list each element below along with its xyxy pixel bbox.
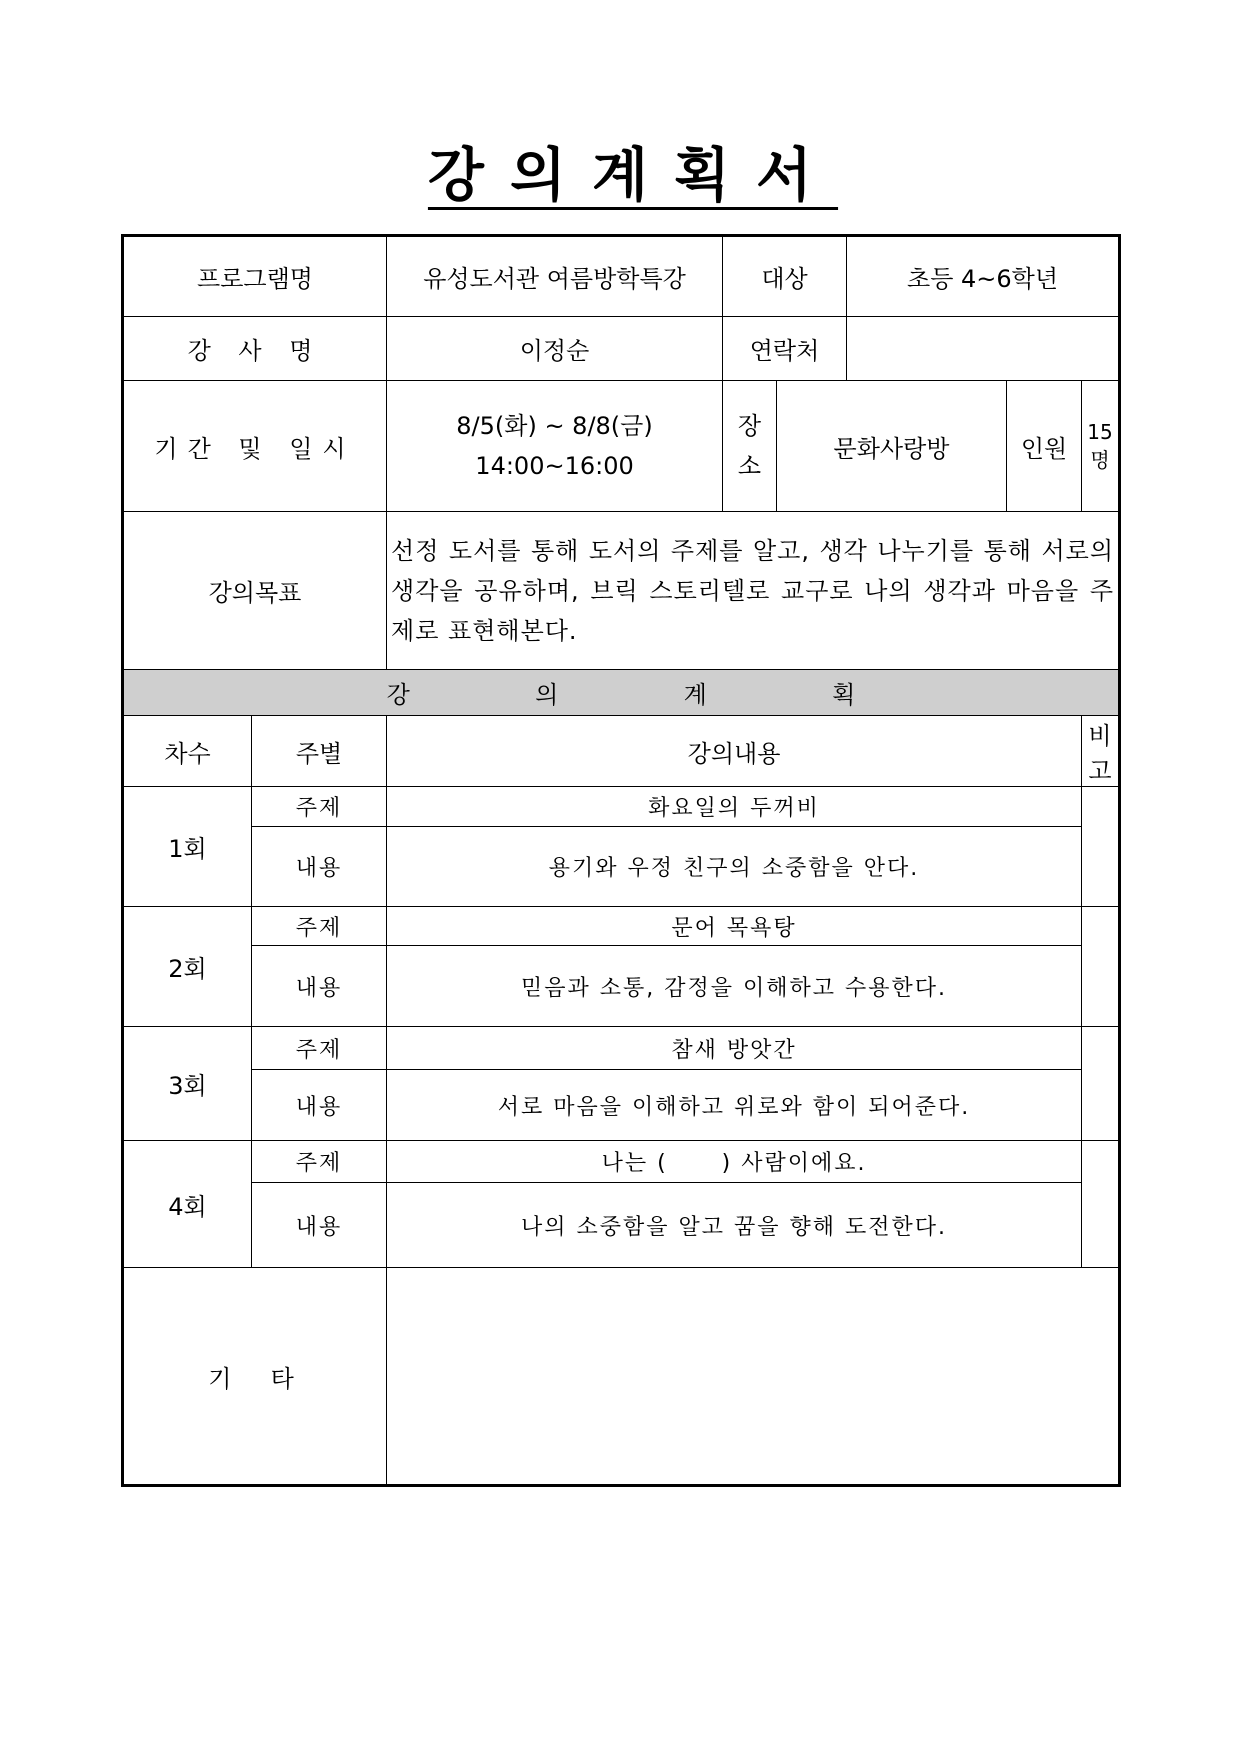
col-week-header: 주별 [252, 716, 387, 787]
period-row [123, 381, 1120, 512]
target-value: 초등 4~6학년 [847, 236, 1120, 317]
etc-value [387, 1268, 1120, 1486]
lecture-plan-table [121, 234, 1121, 1487]
round-cell: 4회 [123, 1141, 252, 1268]
plan-band-row [123, 670, 1120, 716]
round-cell: 3회 [123, 1027, 252, 1141]
topic-label: 주제 [252, 907, 387, 946]
plan-band [123, 670, 1120, 716]
col-note-header: 비고 [1082, 716, 1120, 787]
content-value: 서로 마음을 이해하고 위로와 함이 되어준다. [387, 1070, 1082, 1141]
content-value: 용기와 우정 친구의 소중함을 안다. [387, 827, 1082, 907]
content-label: 내용 [252, 1183, 387, 1268]
program-label: 프로그램명 [123, 236, 387, 317]
etc-label: 기 타 [123, 1268, 387, 1486]
note-cell [1082, 787, 1120, 907]
topic-label: 주제 [252, 1027, 387, 1070]
target-label: 대상 [723, 236, 847, 317]
period-time: 14:00~16:00 [475, 452, 634, 480]
people-label: 인원 [1007, 381, 1082, 512]
goal-text: 선정 도서를 통해 도서의 주제를 알고, 생각 나누기를 통해 서로의 생각을 공유하며, 브릭 스토리텔로 교구로 나의 생각과 마음을 주제로 표현해본다. [387, 512, 1120, 670]
table-row [123, 1141, 1120, 1183]
contact-value [847, 317, 1120, 381]
plan-band-char: 강 [386, 681, 410, 709]
table-row [123, 907, 1120, 946]
content-label: 내용 [252, 946, 387, 1027]
topic-value: 나는 ( ) 사람이에요. [387, 1141, 1082, 1183]
plan-band-char: 의 [535, 681, 559, 709]
plan-band-char: 획 [832, 681, 856, 709]
col-round-header: 차수 [123, 716, 252, 787]
col-content-header: 강의내용 [387, 716, 1082, 787]
topic-label: 주제 [252, 1141, 387, 1183]
plan-header-row [123, 716, 1120, 787]
content-value: 나의 소중함을 알고 꿈을 향해 도전한다. [387, 1183, 1082, 1268]
plan-band-char: 계 [683, 681, 707, 709]
goal-row [123, 512, 1120, 670]
place-value: 문화사랑방 [777, 381, 1007, 512]
round-cell: 1회 [123, 787, 252, 907]
period-value [387, 381, 723, 512]
period-label: 기간 및 일시 [123, 381, 387, 512]
lecturer-label: 강 사 명 [123, 317, 387, 381]
goal-label: 강의목표 [123, 512, 387, 670]
table-row [123, 946, 1120, 1027]
content-label: 내용 [252, 1070, 387, 1141]
etc-row [123, 1268, 1120, 1486]
period-dates: 8/5(화) ~ 8/8(금) [456, 412, 653, 440]
topic-value: 참새 방앗간 [387, 1027, 1082, 1070]
table-row [123, 1070, 1120, 1141]
round-cell: 2회 [123, 907, 252, 1027]
people-value: 15명 [1082, 381, 1120, 512]
content-value: 믿음과 소통, 감정을 이해하고 수용한다. [387, 946, 1082, 1027]
note-cell [1082, 1141, 1120, 1268]
table-row [123, 1027, 1120, 1070]
program-row [123, 236, 1120, 317]
contact-label: 연락처 [723, 317, 847, 381]
document-title: 강의계획서 [427, 141, 839, 209]
program-value: 유성도서관 여름방학특강 [387, 236, 723, 317]
table-row [123, 827, 1120, 907]
content-label: 내용 [252, 827, 387, 907]
place-label [723, 381, 777, 512]
topic-label: 주제 [252, 787, 387, 827]
lecturer-row [123, 317, 1120, 381]
place-label-char-1: 장 [737, 412, 762, 440]
place-label-char-2: 소 [737, 452, 762, 480]
note-cell [1082, 1027, 1120, 1141]
topic-value: 화요일의 두꺼비 [387, 787, 1082, 827]
table-row [123, 787, 1120, 827]
note-cell [1082, 907, 1120, 1027]
topic-value: 문어 목욕탕 [387, 907, 1082, 946]
lecturer-value: 이정순 [387, 317, 723, 381]
table-row [123, 1183, 1120, 1268]
